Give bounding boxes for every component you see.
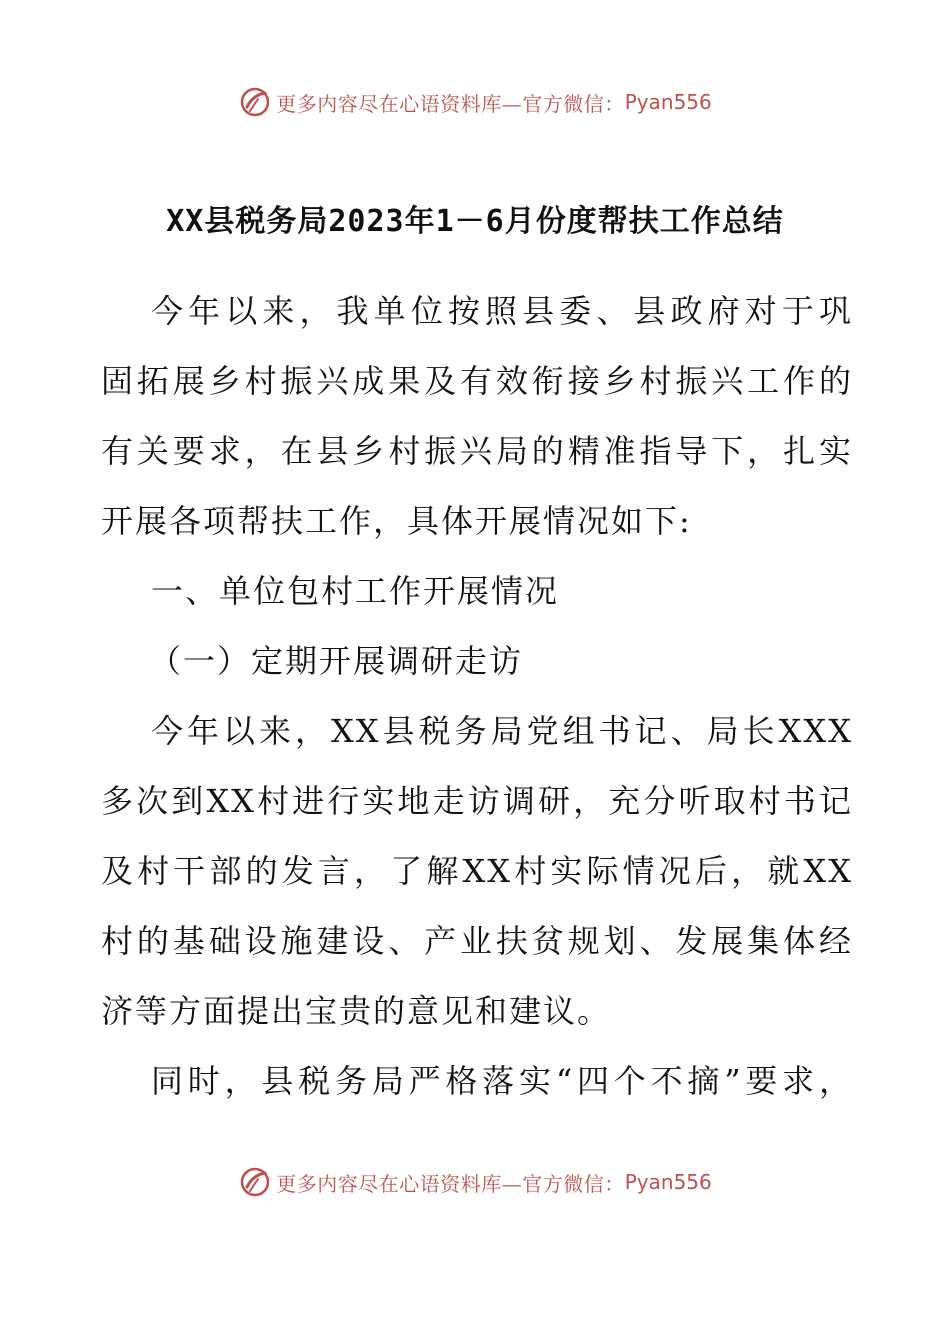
paragraph-line: 有关要求，在县乡村振兴局的精准指导下，扎实: [101, 432, 853, 470]
paragraph-line: 今年以来，我单位按照县委、县政府对于巩: [151, 292, 853, 330]
section-heading: 一、单位包村工作开展情况: [151, 572, 560, 610]
footer-watermark: [0, 1162, 950, 1202]
subsection-heading: （一）定期开展调研走访: [149, 642, 524, 680]
watermark-id: Pyan556: [624, 1170, 712, 1194]
watermark-text: 更多内容尽在心语资料库—官方微信：: [276, 91, 625, 116]
watermark-id: Pyan556: [624, 90, 712, 114]
brush-logo-icon: [238, 85, 272, 119]
paragraph-line: 今年以来，XX县税务局党组书记、局长XXX: [151, 712, 853, 750]
watermark-text: 更多内容尽在心语资料库—官方微信：: [276, 1171, 625, 1196]
paragraph-line: 固拓展乡村振兴成果及有效衔接乡村振兴工作的: [101, 362, 853, 400]
paragraph-line: 同时，县税务局严格落实“四个不摘”要求，: [151, 1062, 853, 1100]
document-body: [101, 284, 853, 1124]
paragraph-line: 多次到XX村进行实地走访调研，充分听取村书记: [101, 782, 853, 820]
brush-logo-icon: [238, 1165, 272, 1199]
paragraph-line: 开展各项帮扶工作，具体开展情况如下:: [101, 502, 692, 540]
paragraph-line: 济等方面提出宝贵的意见和建议。: [101, 992, 612, 1030]
document-title: XX县税务局2023年1－6月份度帮扶工作总结: [166, 204, 784, 239]
header-watermark: [0, 82, 950, 122]
paragraph-line: 及村干部的发言，了解XX村实际情况后，就XX: [101, 852, 853, 890]
paragraph-line: 村的基础设施建设、产业扶贫规划、发展集体经: [101, 922, 853, 960]
